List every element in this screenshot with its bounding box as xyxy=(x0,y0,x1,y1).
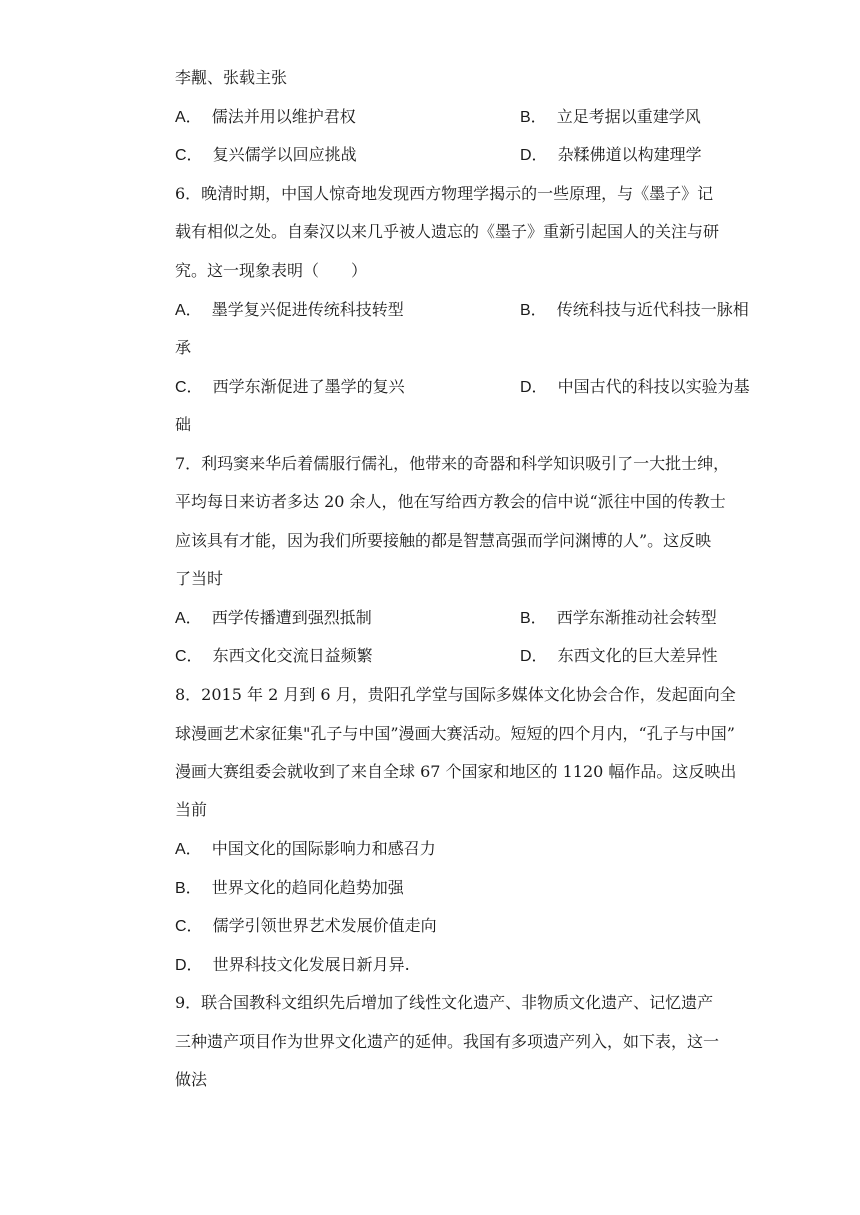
q6-option-d-wrap: 础 xyxy=(175,415,192,434)
q5-option-a[interactable] xyxy=(175,107,356,128)
option-text: 西学传播遭到强烈抵制 xyxy=(211,608,372,627)
q5-option-d[interactable] xyxy=(520,145,702,166)
option-text: 东西文化的巨大差异性 xyxy=(557,646,718,665)
option-text: 儒学引领世界艺术发展价值走向 xyxy=(212,916,437,935)
option-label: D． xyxy=(520,648,548,665)
option-label: A． xyxy=(175,610,202,627)
option-text: 东西文化交流日益频繁 xyxy=(212,646,373,665)
q7-option-a[interactable] xyxy=(175,608,372,629)
q8-option-b[interactable] xyxy=(175,878,404,899)
q8-option-d[interactable] xyxy=(175,955,410,976)
option-text: 儒法并用以维护君权 xyxy=(211,107,356,126)
option-label: B． xyxy=(520,610,547,627)
q7-option-d[interactable] xyxy=(520,646,718,667)
q6-option-b-wrap: 承 xyxy=(175,338,192,357)
option-label: A． xyxy=(175,302,202,319)
option-text: 中国古代的科技以实验为基 xyxy=(557,377,750,396)
question-7-stem-line: 应该具有才能，因为我们所要接触的都是智慧高强而学问渊博的人”。这反映 xyxy=(175,531,712,550)
option-label: C． xyxy=(175,918,203,935)
option-label: C． xyxy=(175,648,203,665)
option-text: 世界科技文化发展日新月异. xyxy=(212,955,410,974)
question-6-stem-line: 究。这一现象表明（ ） xyxy=(175,261,368,280)
question-9-stem-line: 做法 xyxy=(175,1070,208,1089)
q6-option-a[interactable] xyxy=(175,300,404,321)
option-label: D． xyxy=(520,147,548,164)
q5-option-c[interactable] xyxy=(175,145,357,166)
q6-option-d[interactable] xyxy=(520,377,750,398)
option-text: 中国文化的国际影响力和感召力 xyxy=(211,839,436,858)
q7-option-b[interactable] xyxy=(520,608,717,629)
question-9-stem-line: 9．联合国教科文组织先后增加了线性文化遗产、非物质文化遗产、记忆遗产 xyxy=(175,993,714,1012)
q8-option-c[interactable] xyxy=(175,916,437,937)
option-text: 复兴儒学以回应挑战 xyxy=(212,145,357,164)
question-9-stem-line: 三种遗产项目作为世界文化遗产的延伸。我国有多项遗产列入，如下表，这一 xyxy=(175,1032,720,1051)
option-label: B． xyxy=(175,880,202,897)
option-label: B． xyxy=(520,109,547,126)
question-8-stem-line: 球漫画艺术家征集"孔子与中国”漫画大赛活动。短短的四个月内，“孔子与中国” xyxy=(175,724,735,743)
option-text: 传统科技与近代科技一脉相 xyxy=(556,300,749,319)
question-7-stem-line: 了当时 xyxy=(175,569,224,588)
option-label: A． xyxy=(175,841,202,858)
option-label: C． xyxy=(175,147,203,164)
option-text: 杂糅佛道以构建理学 xyxy=(557,145,702,164)
question-5-stem-tail: 李觏、张载主张 xyxy=(175,68,288,87)
q6-option-c[interactable] xyxy=(175,377,405,398)
option-text: 西学东渐促进了墨学的复兴 xyxy=(212,377,405,396)
option-text: 墨学复兴促进传统科技转型 xyxy=(211,300,404,319)
q7-option-c[interactable] xyxy=(175,646,373,667)
q6-option-b[interactable] xyxy=(520,300,749,321)
option-text: 世界文化的趋同化趋势加强 xyxy=(211,878,404,897)
question-7-stem-line: 7．利玛窦来华后着儒服行儒礼，他带来的奇器和科学知识吸引了一大批士绅， xyxy=(175,454,730,473)
option-label: C． xyxy=(175,379,203,396)
question-7-stem-line: 平均每日来访者多达 20 余人，他在写给西方教会的信中说“派往中国的传教士 xyxy=(175,492,726,511)
option-label: A． xyxy=(175,109,202,126)
option-label: D． xyxy=(175,957,203,974)
option-label: D． xyxy=(520,379,548,396)
option-text: 西学东渐推动社会转型 xyxy=(556,608,717,627)
question-8-stem-line: 8．2015 年 2 月到 6 月，贵阳孔学堂与国际多媒体文化协会合作，发起面向全 xyxy=(175,685,736,704)
question-8-stem-line: 漫画大赛组委会就收到了来自全球 67 个国家和地区的 1120 幅作品。这反映出 xyxy=(175,762,737,781)
question-6-stem-line: 6．晚清时期，中国人惊奇地发现西方物理学揭示的一些原理，与《墨子》记 xyxy=(175,184,714,203)
option-label: B． xyxy=(520,302,547,319)
q5-option-b[interactable] xyxy=(520,107,701,128)
question-8-stem-line: 当前 xyxy=(175,800,208,819)
option-text: 立足考据以重建学风 xyxy=(556,107,701,126)
question-6-stem-line: 载有相似之处。自秦汉以来几乎被人遗忘的《墨子》重新引起国人的关注与研 xyxy=(175,222,720,241)
q8-option-a[interactable] xyxy=(175,839,436,860)
